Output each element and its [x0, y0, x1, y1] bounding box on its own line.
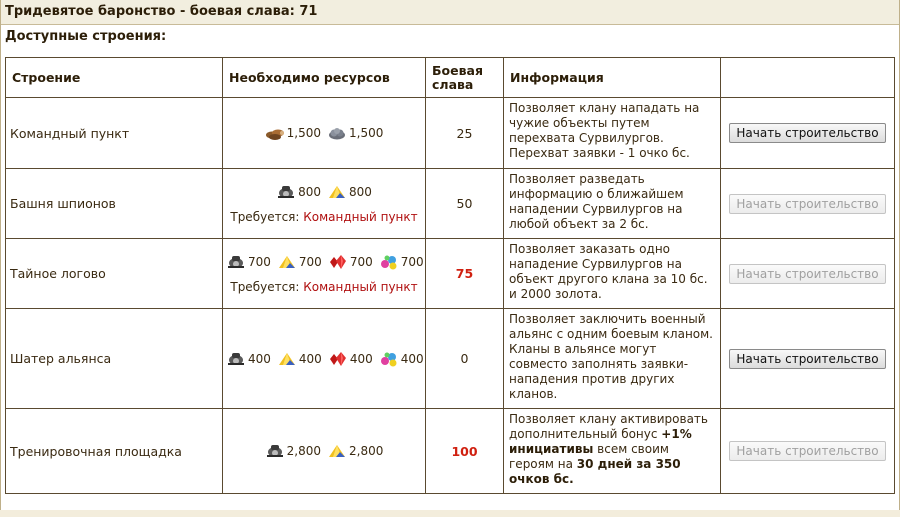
action-cell: [721, 409, 895, 494]
resource-cost: [327, 125, 383, 141]
resource-cost: [265, 125, 321, 141]
table-row: [6, 169, 895, 239]
resource-cost: [379, 351, 424, 367]
resource-cost: [328, 254, 373, 270]
resource-cost: [327, 443, 383, 459]
resource-amount: 1,500: [349, 126, 384, 140]
sulfur-icon: [277, 351, 297, 367]
building-name: Тайное логово: [6, 239, 223, 309]
resource-amount: 700: [298, 254, 322, 269]
mercury-icon: [265, 443, 285, 459]
building-name: Башня шпионов: [6, 169, 223, 239]
building-info: Позволяет клану активировать дополнительный бонус +1% инициативы всем своим героям на 30 дней за 350 очков бс.: [504, 409, 721, 494]
resource-cost: [226, 254, 271, 270]
ore-icon: [327, 125, 347, 141]
resource-cost: [265, 443, 321, 459]
table-row: [6, 98, 895, 169]
resource-cost: [327, 184, 372, 200]
requirement-label: Требуется:: [230, 209, 300, 224]
glory-value: 0: [426, 309, 504, 409]
sulfur-icon: [327, 184, 347, 200]
action-cell: [721, 98, 895, 169]
action-cell: [721, 169, 895, 239]
table-header-row: [6, 58, 895, 98]
start-construction-button[interactable]: Начать строительство: [729, 349, 886, 369]
resource-amount: 400: [349, 351, 373, 366]
sulfur-icon: [277, 254, 297, 270]
requirement-label: Требуется:: [230, 279, 300, 294]
resource-cost: [226, 351, 271, 367]
requirement: [223, 210, 425, 224]
col-building: Строение: [6, 58, 223, 98]
building-resources: [223, 409, 426, 494]
gems-icon: [379, 351, 399, 367]
resource-amount: 400: [248, 351, 271, 366]
requirement: [223, 280, 425, 294]
resource-cost: [328, 351, 373, 367]
building-resources: [223, 239, 426, 309]
requirement-link[interactable]: Командный пункт: [303, 279, 418, 294]
resource-amount: 400: [298, 351, 322, 366]
col-resources: Необходимо ресурсов: [223, 58, 426, 98]
resource-amount: 400: [400, 351, 424, 366]
resource-amount: 800: [298, 184, 321, 199]
building-resources: [223, 169, 426, 239]
table-row: [6, 239, 895, 309]
glory-value: 100: [426, 409, 504, 494]
building-name: Тренировочная площадка: [6, 409, 223, 494]
col-glory: Боевая слава: [426, 58, 504, 98]
start-construction-button: Начать строительство: [729, 441, 886, 461]
buildings-table: [5, 57, 895, 494]
mercury-icon: [226, 351, 246, 367]
start-construction-button: Начать строительство: [729, 264, 886, 284]
mercury-icon: [276, 184, 296, 200]
resource-amount: 700: [248, 254, 271, 269]
start-construction-button[interactable]: Начать строительство: [729, 123, 886, 143]
sulfur-icon: [327, 443, 347, 459]
resource-cost: [379, 254, 424, 270]
crystal-icon: [328, 254, 348, 270]
building-resources: [223, 309, 426, 409]
requirement-link[interactable]: Командный пункт: [303, 209, 418, 224]
resource-amount: 700: [349, 254, 373, 269]
glory-value: 50: [426, 169, 504, 239]
building-info: Позволяет заключить военный альянс с одним боевым кланом. Кланы в альянсе могут совместо заполнять заявки-нападения против других кланов.: [504, 309, 721, 409]
resource-amount: 2,800: [349, 444, 384, 458]
table-row: [6, 409, 895, 494]
gems-icon: [379, 254, 399, 270]
building-name: Шатер альянса: [6, 309, 223, 409]
table-row: [6, 309, 895, 409]
action-cell: [721, 309, 895, 409]
col-action: [721, 58, 895, 98]
section-title: Доступные строения:: [5, 29, 167, 44]
building-info: Позволяет разведать информацию о ближайшем нападении Сурвилургов на любой объект за 2 бс.: [504, 169, 721, 239]
start-construction-button: Начать строительство: [729, 194, 886, 214]
action-cell: [721, 239, 895, 309]
col-info: Информация: [504, 58, 721, 98]
building-resources: [223, 98, 426, 169]
glory-value: 25: [426, 98, 504, 169]
wood-icon: [265, 125, 285, 141]
resource-cost: [276, 184, 321, 200]
building-info: Позволяет заказать одно нападение Сурвилургов на объект другого клана за 10 бс. и 2000 золота.: [504, 239, 721, 309]
glory-value: 75: [426, 239, 504, 309]
resource-amount: 800: [349, 184, 372, 199]
page-title: Тридевятое баронство - боевая слава: 71: [1, 0, 899, 25]
mercury-icon: [226, 254, 246, 270]
resource-amount: 2,800: [286, 444, 321, 458]
building-info: Позволяет клану нападать на чужие объекты путем перехвата Сурвилургов. Перехват заявки - 1 очко бс.: [504, 98, 721, 169]
crystal-icon: [328, 351, 348, 367]
resource-amount: 700: [400, 254, 424, 269]
building-name: Командный пункт: [6, 98, 223, 169]
resource-cost: [277, 254, 322, 270]
resource-amount: 1,500: [286, 126, 321, 140]
resource-cost: [277, 351, 322, 367]
